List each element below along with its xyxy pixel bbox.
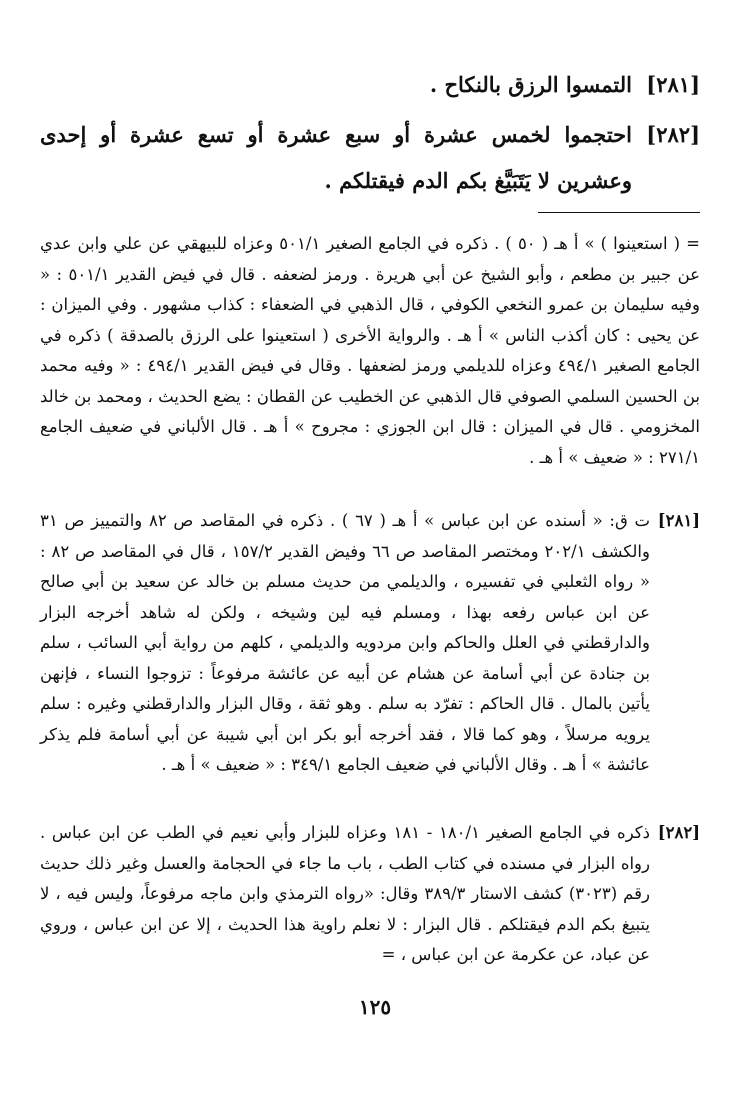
entry-number: [٢٨٢]: [646, 122, 700, 147]
page-number: ١٢٥: [358, 995, 392, 1019]
footnote-281: [40, 506, 700, 781]
entry-281: [40, 62, 700, 108]
footnote-label: [٢٨٢]: [657, 823, 700, 842]
footnote-text: ذكره في الجامع الصغير ١٨٠/١ - ١٨١ وعزاه للبزار وأبي نعيم في الطب عن ابن عباس . رواه البزار في مسنده في كتاب الطب ، باب ما جاء في الحجامة والعسل وغير ذلك حديث رقم (٣٠٢٣) كشف الاستار ٣٨٩/٣ وقال: «رواه الترمذي وابن ماجه مرفوعاً، وليس فيه ، لا يتبيغ بكم الدم فيقتلكم . قال البزار : لا نعلم راوية هذا الحديث ، إلا عن ابن عباس ، وروي عن عباد، عن عكرمة عن ابن عباس ، =: [40, 823, 651, 964]
footnote-separator: [538, 212, 700, 213]
footnote-label: [٢٨١]: [657, 511, 700, 530]
footnote-282: [40, 818, 700, 971]
entry-text: احتجموا لخمس عشرة أو سبع عشرة أو تسع عشرة أو إحدى وعشرين لا يَتَبَيَّغ بكم الدم فيقتلكم .: [40, 122, 632, 193]
entry-text: التمسوا الرزق بالنكاح .: [429, 72, 632, 97]
entry-number: [٢٨١]: [646, 72, 700, 97]
footnote-continuation: = ( استعينوا ) » أ هـ ( ٥٠ ) . ذكره في الجامع الصغير ٥٠١/١ وعزاه للبيهقي عن علي وابن عدي عن جبير بن مطعم ، وأبو الشيخ عن أبي هريرة . ورمز لضعفه . قال في فيض القدير ٥٠١/١ : « وفيه سليمان بن عمرو النخعي الكوفي ، قال الذهبي في الضعفاء : كذاب مشهور . وفي الميزان : عن يحيى : كان أكذب الناس » أ هـ . والرواية الأخرى ( استعينوا على الرزق بالصدقة ) ذكره في الجامع الصغير ٤٩٤/١ وعزاه للديلمي ورمز لضعفها . وقال في فيض القدير ٤٩٤/١ : « وفيه محمد بن الحسين السلمي الصوفي قال الذهبي عن الخطيب عن القطان : يضع الحديث ، ومحمد بن خالد المخزومي . قال في الميزان : قال ابن الجوزي : مجروح » أ هـ . قال الألباني في ضعيف الجامع ٢٧١/١ : « ضعيف » أ هـ .: [40, 234, 700, 467]
footnote-text: ت ق: « أسنده عن ابن عباس » أ هـ ( ٦٧ ) . ذكره في المقاصد ص ٨٢ والتمييز ص ٣١ والكشف ٢٠٢/١ ومختصر المقاصد ص ٦٦ وفيض القدير ١٥٧/٢ ، قال في المقاصد ص ٨٢ : « رواه الثعلبي في تفسيره ، والديلمي من حديث مسلم بن خالد عن سعيد بن أبي صالح عن ابن عباس رفعه بهذا ، ومسلم فيه لين وشيخه ، ولكن له شاهد أخرجه البزار والدارقطني في العلل والحاكم وابن مردويه والديلمي ، كلهم من رواية أبي السائب ، سلم بن جنادة عن أبي أسامة عن هشام عن أبيه عن عائشة مرفوعاً : تزوجوا النساء ، فإنهن يأتين بالمال . قال الحاكم : تفرّد به سلم . وهو ثقة ، وقال البزار والدارقطني وغيره : سلم يرويه مرسلاً ، وهو كما قالا ، فقد أخرجه أبو بكر ابن أبي شيبة عن أبي أسامة فلم يذكر عائشة » أ هـ . وقال الألباني في ضعيف الجامع ٣٤٩/١ : « ضعيف » أ هـ .: [40, 511, 651, 774]
entry-282: [40, 112, 700, 204]
